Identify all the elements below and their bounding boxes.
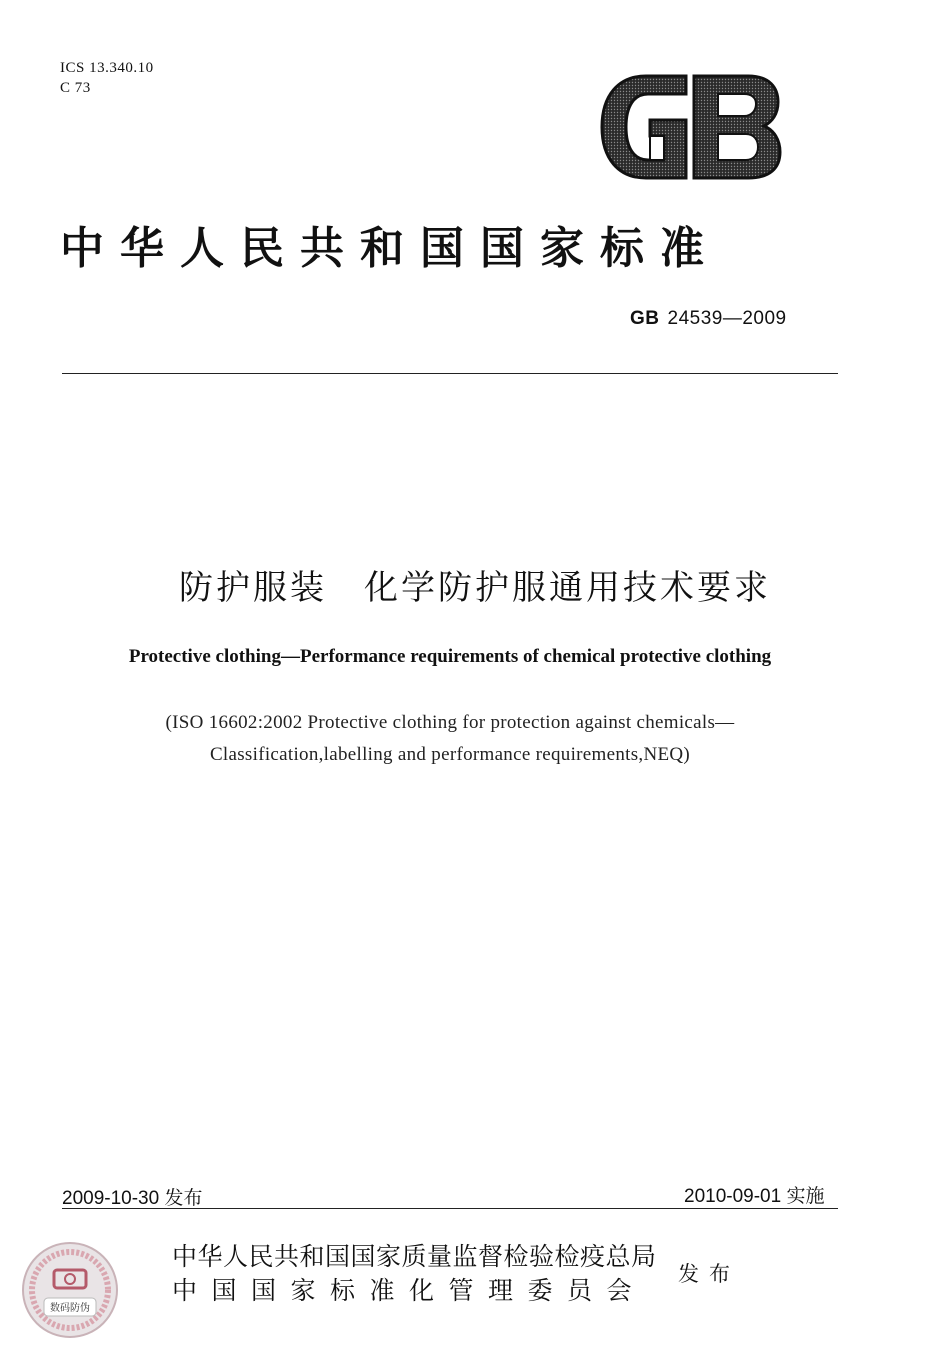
classification-codes: [60, 58, 154, 98]
ics-code: ICS 13.340.10: [60, 60, 154, 76]
iso-reference-line-1: (ISO 16602:2002 Protective clothing for protection against chemicals—: [165, 712, 735, 733]
issuing-authority-2: 中国国家标准化管理委员会: [172, 1276, 647, 1305]
publish-label: 发布: [678, 1262, 740, 1286]
logo-g-shape: [602, 76, 686, 178]
ccs-code: C 73: [60, 80, 91, 96]
anti-counterfeit-seal: [20, 1240, 120, 1340]
standard-title: 中华人民共和国国家标准: [60, 223, 720, 274]
top-divider: [62, 373, 838, 374]
bottom-divider: [62, 1208, 838, 1209]
implementation-date: 2010-09-01 实施: [684, 1186, 825, 1207]
standard-number-prefix: GB: [630, 308, 660, 329]
standard-number: [630, 308, 787, 330]
standard-number-value: 24539—2009: [667, 308, 787, 329]
iso-reference-line-2: Classification,labelling and performance requirements,NEQ): [209, 744, 691, 765]
seal-label: 数码防伪: [50, 1303, 90, 1314]
document-title-en: Protective clothing—Performance requirements of chemical protective clothing: [128, 646, 772, 667]
document-title-cn: 防护服装 化学防护服通用技术要求: [179, 568, 771, 608]
issue-date: 2009-10-30 发布: [62, 1188, 203, 1209]
iso-reference: [0, 707, 900, 771]
logo-b-shape: [694, 76, 780, 178]
issuing-authority-1: 中华人民共和国国家质量监督检验检疫总局: [172, 1242, 657, 1271]
gb-logo: [598, 72, 783, 182]
